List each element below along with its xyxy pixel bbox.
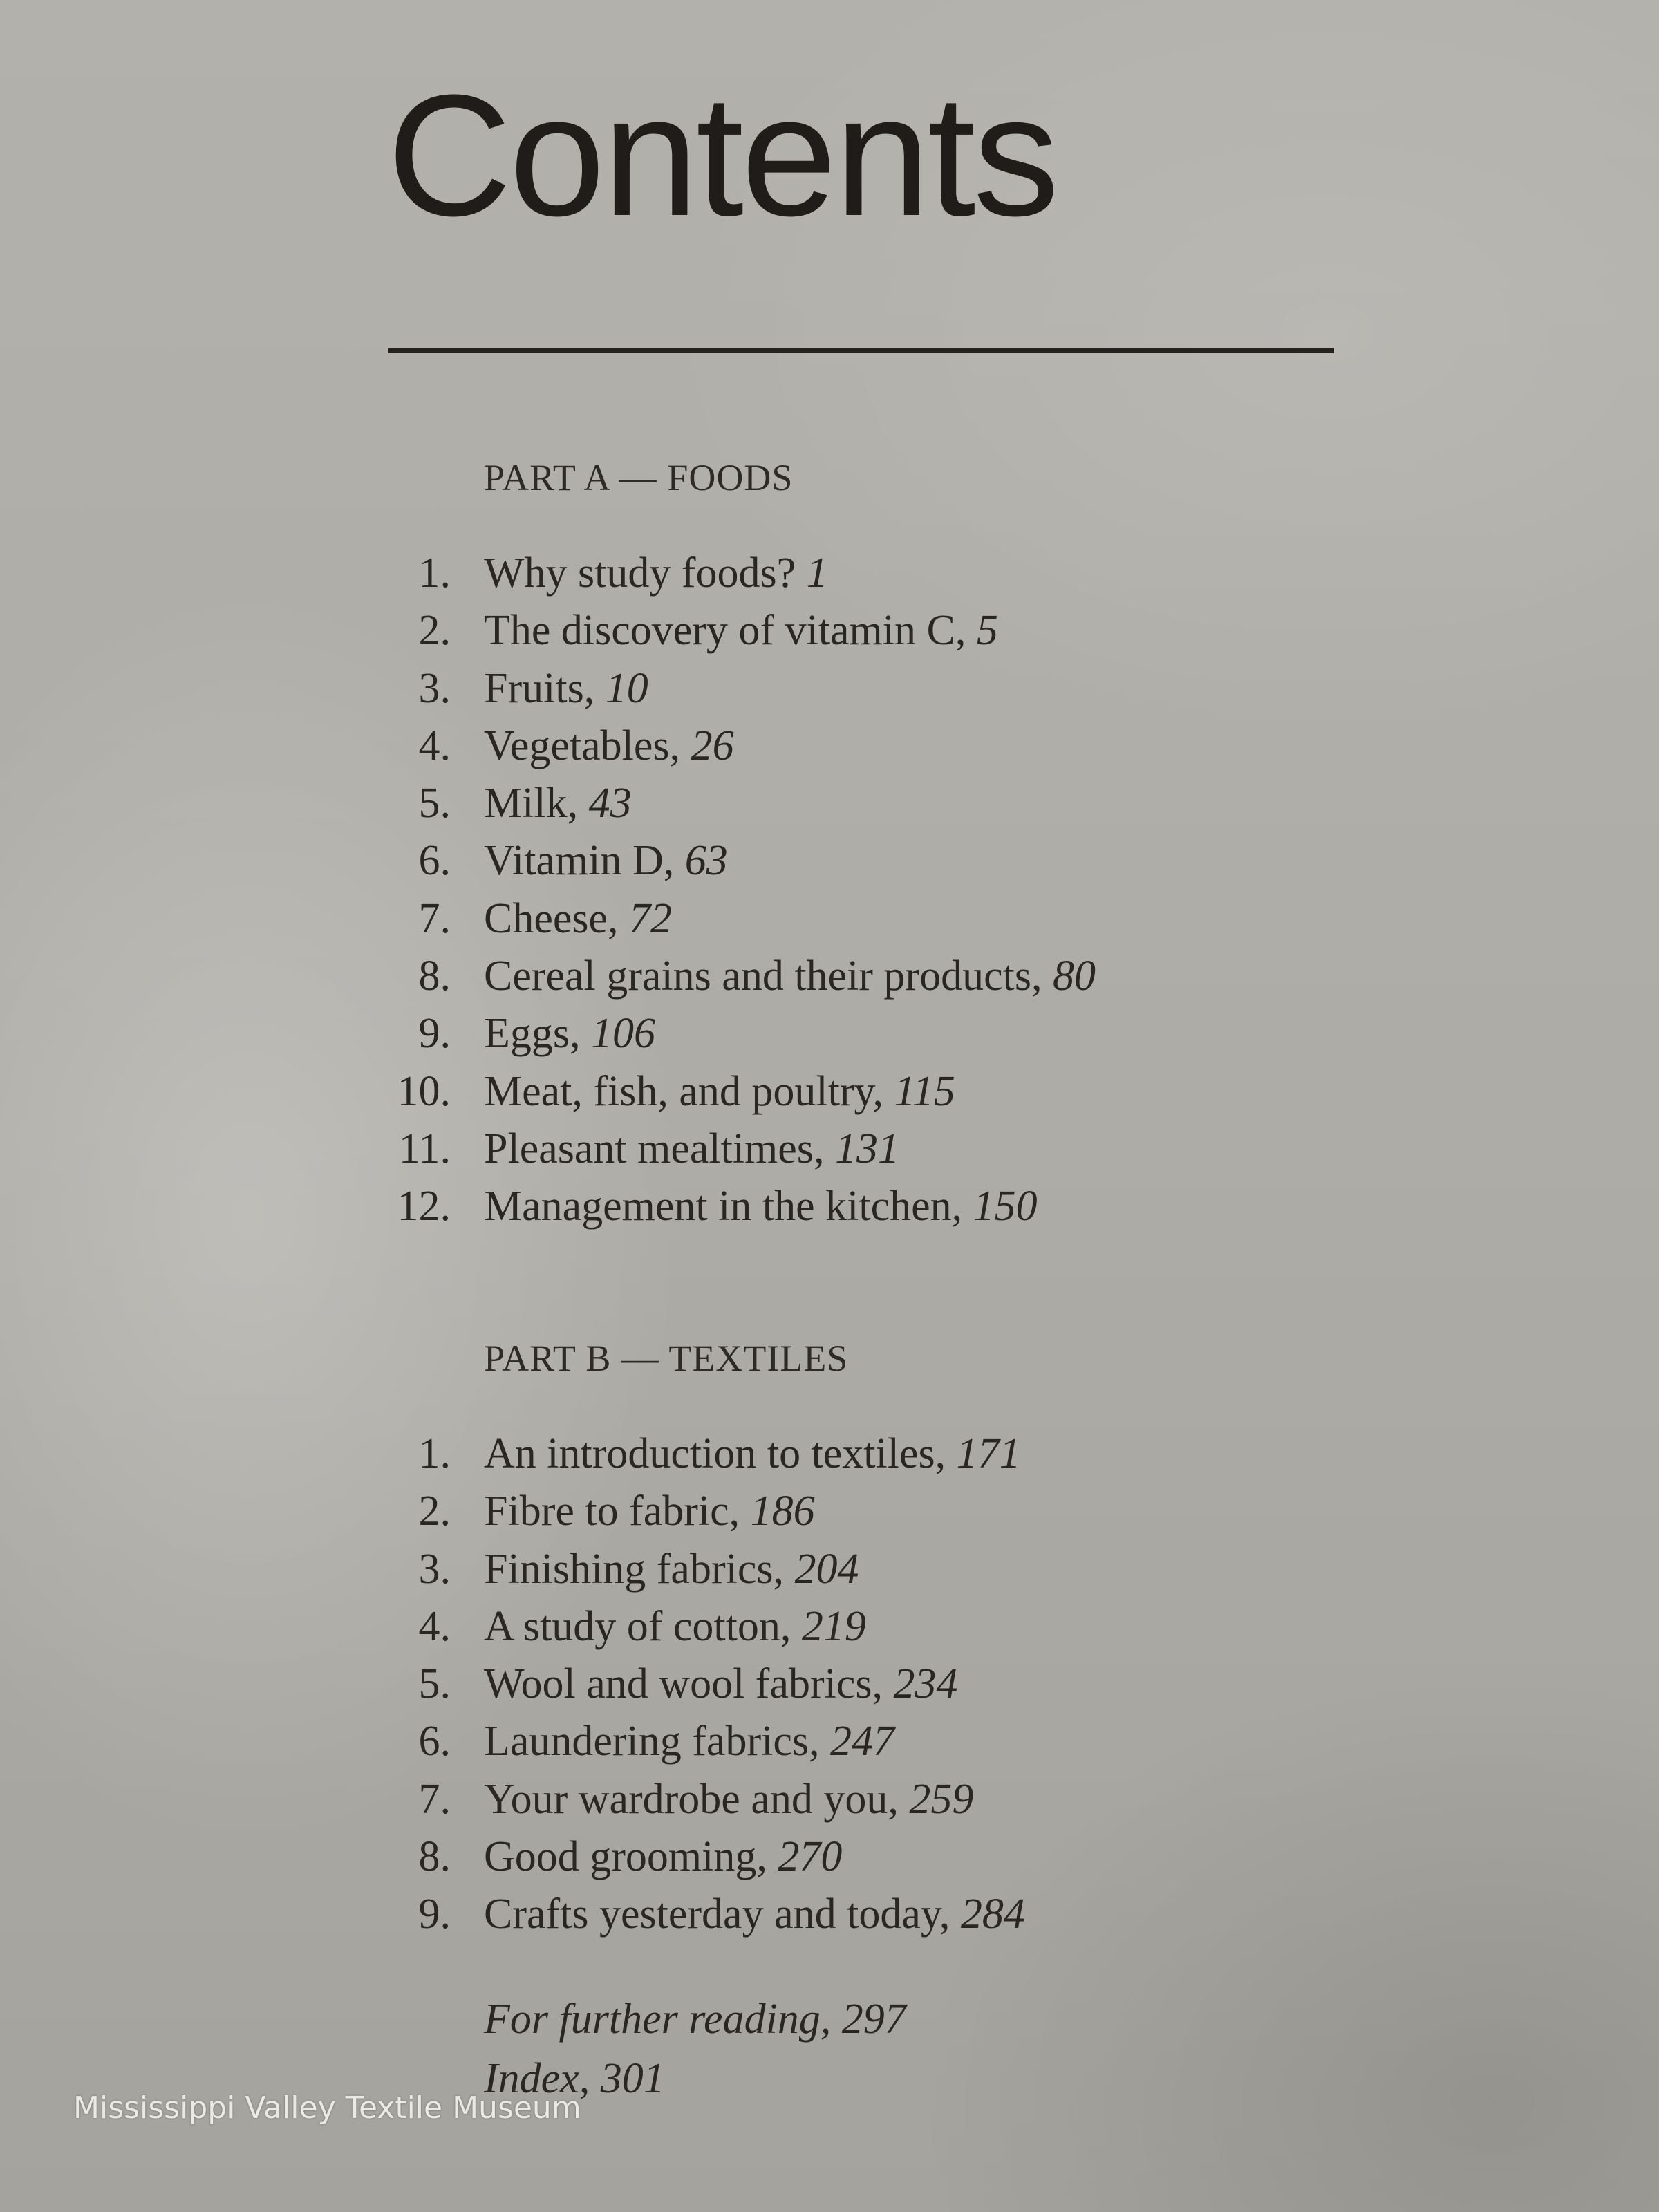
page-number: 131: [834, 1125, 899, 1172]
chapter-title: An introduction to textiles: [484, 1430, 935, 1477]
chapter-entry: [373, 1713, 1025, 1770]
entry-separator: ,: [872, 1660, 894, 1708]
chapter-entry: [373, 948, 1096, 1005]
chapter-number: 9.: [418, 1891, 451, 1938]
entry-separator: ,: [939, 1891, 961, 1938]
chapter-title: Your wardrobe and you: [484, 1775, 888, 1823]
title-rule: [388, 348, 1334, 353]
chapter-entry: [373, 1178, 1096, 1235]
page-number: 5: [976, 607, 998, 655]
entry-separator: ,: [729, 1488, 751, 1535]
entry-separator: ,: [813, 1125, 835, 1172]
chapter-entry: [373, 1483, 1025, 1540]
page-number: 219: [801, 1602, 866, 1650]
chapter-entry: [373, 1828, 1025, 1886]
page-number: 284: [960, 1891, 1025, 1938]
page-number: 10: [605, 664, 648, 712]
chapter-entry: [373, 1541, 1025, 1598]
chapter-title: Cereal grains and their products: [484, 953, 1031, 1000]
page-number: 204: [794, 1545, 859, 1593]
chapter-title: Management in the kitchen: [484, 1183, 952, 1230]
chapter-entry: [373, 660, 1096, 718]
chapter-number: 11.: [398, 1125, 451, 1172]
entry-separator: ,: [951, 1183, 973, 1230]
entry-title: For further reading: [484, 1996, 821, 2043]
part-b-heading: PART B — TEXTILES: [484, 1338, 849, 1379]
entry-separator: ,: [1031, 953, 1053, 1000]
chapter-title: Vegetables: [484, 722, 670, 769]
chapter-number: 4.: [418, 1602, 451, 1650]
chapter-number: 7.: [418, 894, 451, 942]
chapter-number: 2.: [418, 1488, 451, 1535]
chapter-title: Milk: [484, 780, 568, 827]
back-matter-entry: [484, 1989, 906, 2049]
chapter-title: Vitamin D: [484, 837, 664, 885]
chapter-entry: [373, 832, 1096, 890]
page-number: 115: [894, 1067, 955, 1115]
entry-separator: ,: [773, 1545, 795, 1593]
chapter-number: 5.: [418, 1660, 451, 1708]
entry-separator: ,: [820, 1996, 842, 2043]
chapter-entry: [373, 1598, 1025, 1656]
chapter-entry: [373, 890, 1096, 948]
chapter-entry: [373, 1771, 1025, 1828]
entry-separator: [796, 550, 807, 597]
part-a-chapter-list: [373, 545, 1096, 1236]
chapter-title: Laundering fabrics: [484, 1718, 809, 1765]
chapter-number: 8.: [418, 1833, 451, 1881]
page-number: 234: [893, 1660, 958, 1708]
entry-separator: ,: [872, 1067, 894, 1115]
chapter-title: Pleasant mealtimes: [484, 1125, 814, 1172]
page-number: 150: [973, 1183, 1038, 1230]
chapter-number: 1.: [418, 1430, 451, 1477]
chapter-title: A study of cotton: [484, 1602, 780, 1650]
chapter-number: 6.: [418, 837, 451, 885]
page-number: 270: [778, 1833, 843, 1881]
chapter-number: 6.: [418, 1718, 451, 1765]
chapter-entry: [373, 545, 1096, 602]
chapter-number: 4.: [418, 722, 451, 769]
chapter-number: 2.: [418, 607, 451, 655]
chapter-title: The discovery of vitamin C: [484, 607, 955, 655]
chapter-title: Cheese: [484, 894, 608, 942]
chapter-title: Fruits: [484, 664, 584, 712]
chapter-title: Crafts yesterday and today: [484, 1891, 939, 1938]
entry-separator: ,: [935, 1430, 957, 1477]
chapter-number: 3.: [418, 664, 451, 712]
chapter-title: Fibre to fabric: [484, 1488, 729, 1535]
chapter-title: Finishing fabrics: [484, 1545, 774, 1593]
entry-separator: ,: [955, 607, 977, 655]
entry-separator: ,: [808, 1718, 830, 1765]
entry-separator: ,: [756, 1833, 778, 1881]
chapter-entry: [373, 602, 1096, 659]
chapter-title: Meat, fish, and poultry: [484, 1067, 873, 1115]
page-number: 43: [588, 780, 632, 827]
entry-separator: ,: [780, 1602, 802, 1650]
page-number: 80: [1052, 953, 1096, 1000]
page-number: 72: [629, 894, 673, 942]
page-number: 171: [956, 1430, 1021, 1477]
part-a-heading: PART A — FOODS: [484, 457, 794, 498]
page-number: 301: [600, 2055, 665, 2102]
entry-separator: ,: [608, 894, 630, 942]
chapter-entry: [373, 775, 1096, 832]
museum-watermark: Mississippi Valley Textile Museum: [73, 2090, 581, 2126]
chapter-entry: [373, 718, 1096, 775]
page-number: 186: [750, 1488, 815, 1535]
chapter-number: 10.: [397, 1067, 451, 1115]
chapter-title: Why study foods?: [484, 550, 796, 597]
chapter-entry: [373, 1656, 1025, 1713]
page-number: 63: [684, 837, 728, 885]
chapter-number: 1.: [418, 550, 451, 597]
page-number: 259: [909, 1775, 974, 1823]
chapter-number: 3.: [418, 1545, 451, 1593]
chapter-title: Good grooming: [484, 1833, 757, 1881]
page-number: 297: [841, 1996, 906, 2043]
chapter-number: 8.: [418, 953, 451, 1000]
entry-title: Index: [484, 2055, 579, 2102]
page-number: 1: [806, 550, 828, 597]
page-title: Contents: [387, 59, 1057, 252]
chapter-entry: [373, 1425, 1025, 1483]
chapter-entry: [373, 1886, 1025, 1943]
page-number: 247: [830, 1718, 894, 1765]
chapter-number: 7.: [418, 1775, 451, 1823]
chapter-number: 9.: [418, 1010, 451, 1058]
entry-separator: ,: [579, 2055, 601, 2102]
chapter-number: 12.: [397, 1183, 451, 1230]
chapter-entry: [373, 1121, 1096, 1178]
entry-separator: ,: [583, 664, 606, 712]
part-b-chapter-list: [373, 1425, 1025, 1944]
chapter-number: 5.: [418, 780, 451, 827]
entry-separator: ,: [888, 1775, 910, 1823]
page-number: 106: [591, 1010, 655, 1058]
entry-separator: ,: [567, 780, 589, 827]
entry-separator: ,: [663, 837, 685, 885]
entry-separator: ,: [669, 722, 691, 769]
entry-separator: ,: [570, 1010, 591, 1058]
chapter-entry: [373, 1005, 1096, 1062]
chapter-title: Eggs: [484, 1010, 570, 1058]
chapter-entry: [373, 1063, 1096, 1121]
page-number: 26: [691, 722, 734, 769]
chapter-title: Wool and wool fabrics: [484, 1660, 872, 1708]
